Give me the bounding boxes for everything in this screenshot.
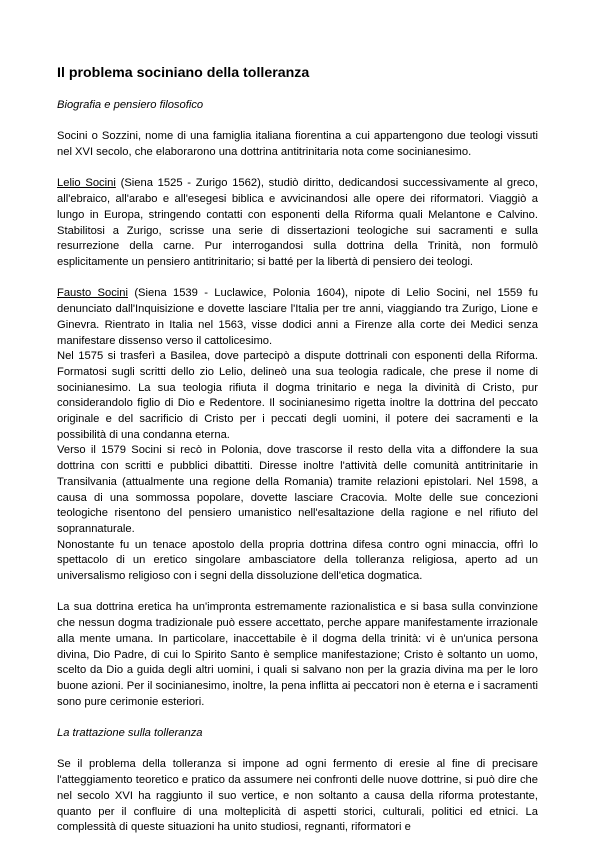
document-page (57, 64, 538, 836)
fausto-paragraph (57, 286, 538, 349)
doctrine-paragraph: La sua dottrina eretica ha un'impronta estremamente razionalistica e si basa sulla convinzione che nessun dogma tradizionale può essere accettato, perche appare manifestamente irrazionale alla mente umana. In particolare, inaccettabile è il dogma della trinità: vi è un'unica persona divina, Dio Padre, di cui lo Spirito Santo è semplice manifestazione; Cristo è soltanto un uomo, scelto da Dio a guida degli altri uomini, i quali si salvano non per la grazia divina ma per le loro buone azioni. Per il socinianesimo, inoltre, la pena inflitta ai peccatori non è eterna e i sacramenti sono pure cerimonie esteriori. (57, 601, 538, 708)
tolerance-paragraph: Se il problema della tolleranza si impone ad ogni fermento di eresie al fine di precisare l'atteggiamento teoretico e pratico da assumere nei confronti delle nuove dottrine, si può dire che nel secolo XVI ha raggiunto il suo vertice, e non soltanto a causa della riforma protestante, quanto per il confluire di una molteplicità di aspetti storici, culturali, politici ed etnici. La complessità di queste situazioni ha unito studiosi, regnanti, riformatori e (57, 758, 538, 834)
section-heading-biography: Biografia e pensiero filosofico (57, 99, 204, 111)
spacer (57, 585, 538, 601)
lelio-text: (Siena 1525 - Zurigo 1562), studiò diritto, dedicandosi successivamente al greco, all'ebraico, all'arabo e all'esegesi biblica e avvicinandosi alle opere dei riformatori. Viaggiò a lungo in Europa, stringendo contatti con esponenti della Riforma quali Melantone e Calvino. Stabilitosi a Zurigo, scrisse una serie di dissertazioni teologiche sui sacramenti e sulla resurrezione della carne. Pur interrogandosi sulla dottrina della Trinità, non formulò esplicitamente un pensiero antitrinitario; si batté per la libertà di pensiero dei teologi. (57, 177, 539, 268)
fausto-text: (Siena 1539 - Luclawice, Polonia 1604), nipote di Lelio Socini, nel 1559 fu denunciato dall'Inquisizione e dovette lasciare l'Italia per tre anni, viaggiando tra Zurigo, Lione e Ginevra. Rientrato in Italia nel 1563, visse dodici anni a Firenze alla corte dei Medici senza manifestare dissenso verso il cattolicesimo. (57, 287, 538, 347)
document-title: Il problema sociniano della tolleranza (57, 65, 310, 81)
section-heading-tolerance: La trattazione sulla tolleranza (57, 727, 203, 740)
spacer (57, 271, 538, 287)
fausto-paragraph-2: Nel 1575 si trasferì a Basilea, dove partecipò a dispute dottrinali con esponenti della Riforma. Formatosi sugli scritti dello zio Lelio, delineò una sua teologia radicale, che prese il nome di socinianesimo. La sua teologia rifiuta il dogma trinitario e nega la divinità di Cristo, pur considerandolo figlio di Dio e Redentore. Il socinianesimo rigetta inoltre la dottrina del peccato originale e del sacrificio di Cristo per i peccati degli uomini, il potere dei sacramenti e la possibilità di una condanna eterna. (57, 350, 538, 441)
lelio-paragraph (57, 176, 538, 270)
intro-paragraph: Socini o Sozzini, nome di una famiglia italiana fiorentina a cui appartengono due teologi vissuti nel XVI secolo, che elaborarono una dottrina antitrinitaria nota come socinianesimo. (57, 130, 538, 159)
fausto-paragraph-3: Verso il 1579 Socini si recò in Polonia, dove trascorse il resto della vita a diffondere la sua dottrina con scritti e pubblici dibattiti. Diresse inoltre l'attività delle comunità antitrinitarie in Transilvania (attualmente una regione della Romania) tramite relazioni epistolari. Nel 1598, a causa di una sommossa popolare, dovette lasciare Cracovia. Molte delle sue concezioni teologiche risentono del pensiero umanistico nell'esaltazione della ragione e nel rifiuto del soprannaturale. (57, 444, 538, 535)
spacer (57, 161, 538, 177)
fausto-name-link: Fausto Socini (57, 287, 128, 300)
lelio-name-link: Lelio Socini (57, 177, 116, 190)
spacer (57, 710, 538, 726)
fausto-paragraph-4: Nonostante fu un tenace apostolo della propria dottrina difesa contro ogni minaccia, offrì lo spettacolo di un eretico singolare ambasciatore della tolleranza religiosa, aperto ad un universalismo religioso con i segni della dissoluzione dell'etica dogmatica. (57, 538, 538, 583)
